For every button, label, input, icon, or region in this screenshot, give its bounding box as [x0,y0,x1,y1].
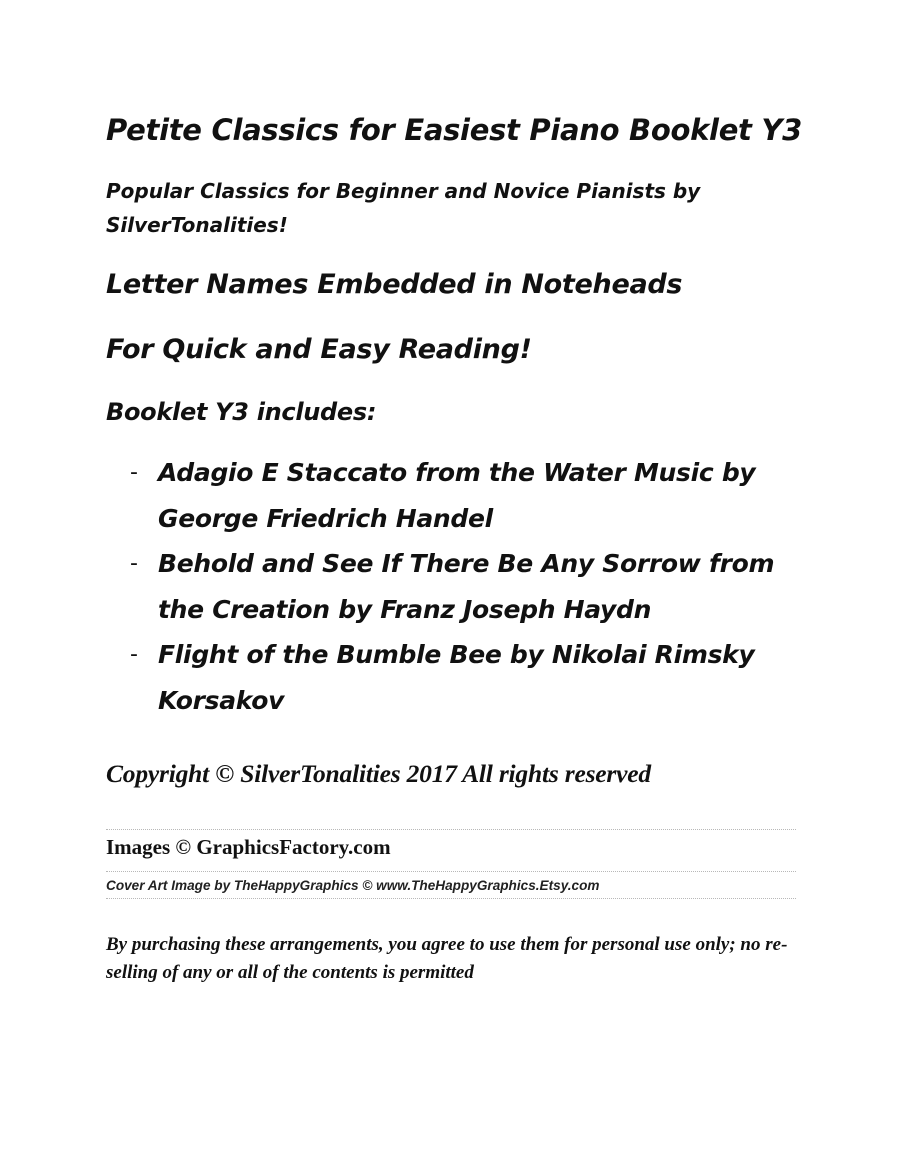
headline-quick-reading: For Quick and Easy Reading! [106,334,532,365]
dotted-divider [106,871,796,872]
booklet-subtitle: Popular Classics for Beginner and Novice Pianists by SilverTonalities! [106,179,701,237]
list-item [130,632,810,723]
cover-art-credit: Cover Art Image by TheHappyGraphics © www.TheHappyGraphics.Etsy.com [106,878,600,893]
list-item [130,541,810,632]
pieces-list [130,450,810,723]
piece-title: Behold and See If There Be Any Sorrow from the Creation by Franz Joseph Haydn [158,549,775,624]
usage-notice: By purchasing these arrangements, you agree to use them for personal use only; no re-selling of any or all of the contents is permitted [106,934,788,983]
list-bullet: - [130,642,138,667]
list-bullet: - [130,551,138,576]
dotted-divider [106,898,796,899]
piece-title: Adagio E Staccato from the Water Music by George Friedrich Handel [158,458,756,533]
list-bullet: - [130,460,138,485]
copyright-notice: Copyright © SilverTonalities 2017 All rights reserved [106,759,651,788]
headline-letter-names: Letter Names Embedded in Noteheads [106,269,683,300]
includes-heading: Booklet Y3 includes: [106,398,377,426]
list-item [130,450,810,541]
piece-title: Flight of the Bumble Bee by Nikolai Rimsky Korsakov [158,640,755,715]
booklet-title: Petite Classics for Easiest Piano Booklet Y3 [106,113,802,147]
dotted-divider [106,829,796,830]
images-credit: Images © GraphicsFactory.com [106,835,391,859]
